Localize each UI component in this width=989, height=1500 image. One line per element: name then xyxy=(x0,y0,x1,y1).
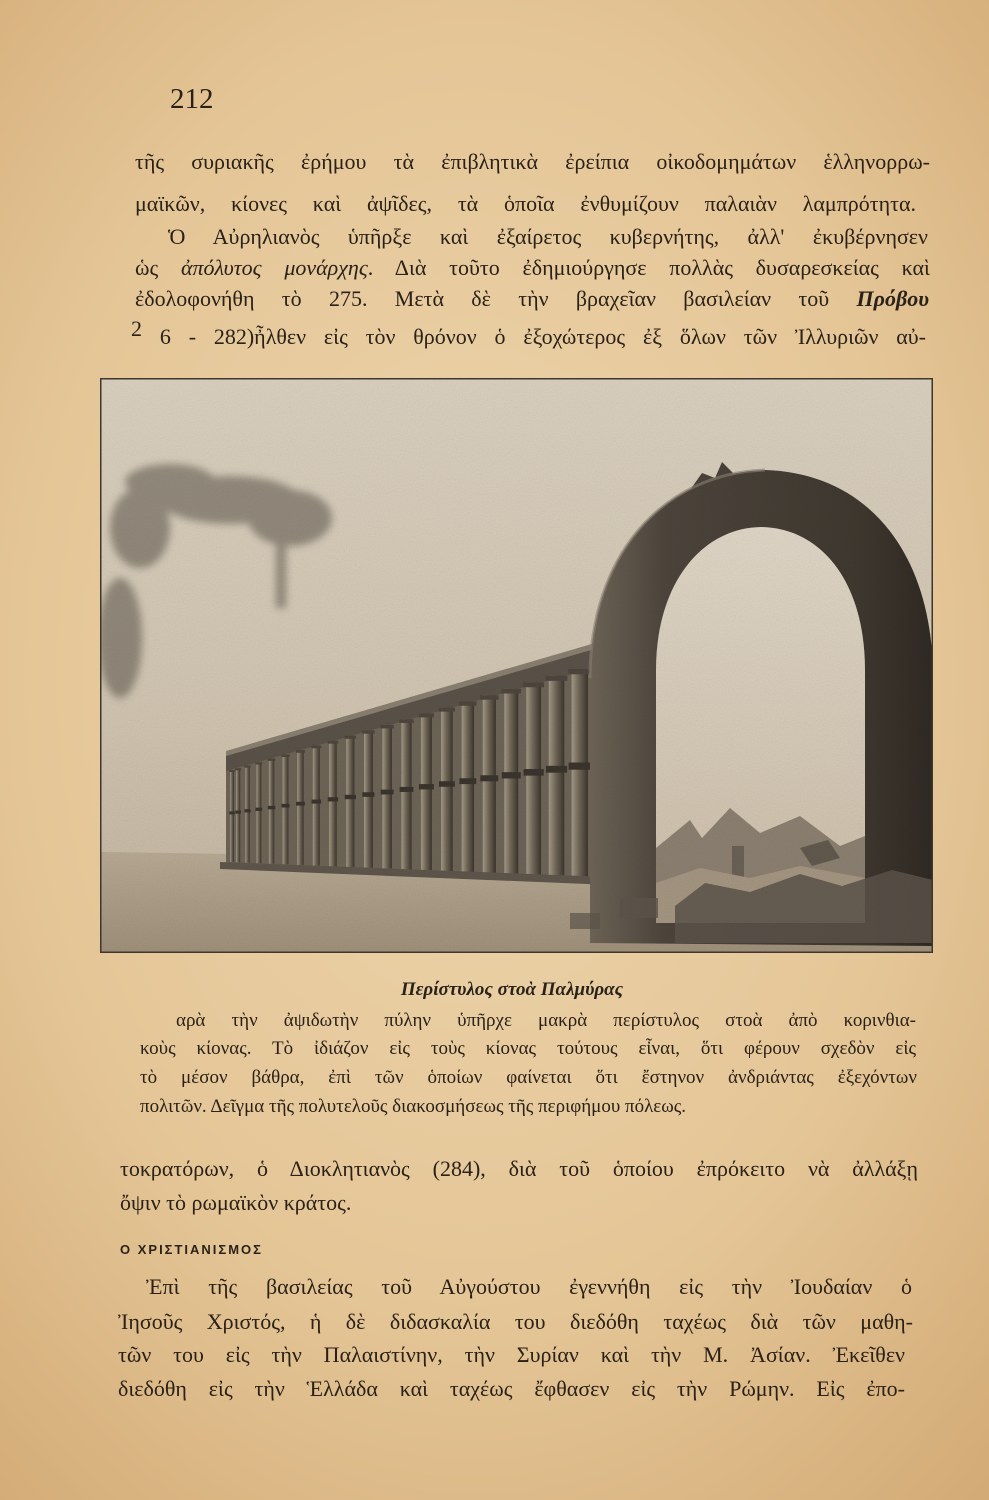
caption-line: αρὰ τὴν ἀψιδωτὴν πύλην ὑπῆρχε μακρὰ περίστυλος στοὰ ἀπὸ κορινθια- xyxy=(176,1010,916,1031)
text-line xyxy=(135,286,929,312)
text-segment: . Διὰ τοῦτο ἐδημιούργησε πολλὰς δυσαρεσκείας καὶ xyxy=(367,255,930,280)
text-line: διεδόθη εἰς τὴν Ἑλλάδα καὶ ταχέως ἔφθασεν εἰς τὴν Ρώμην. Εἰς ἐπο- xyxy=(118,1376,905,1401)
text-line: μαϊκῶν, κίονες καὶ ἀψῖδες, τὰ ὁποῖα ἐνθυμίζουν παλαιὰν λαμπρότητα. xyxy=(135,191,916,216)
raised-digit: 2 xyxy=(131,316,142,341)
section-heading: Ο ΧΡΙΣΤΙΑΝΙΣΜΟΣ xyxy=(120,1242,263,1257)
text-line: τοκρατόρων, ὁ Διοκλητιανὸς (284), διὰ τοῦ ὁποίου ἐπρόκειτο νὰ ἀλλάξῃ xyxy=(120,1156,918,1181)
caption-line: πολιτῶν. Δεῖγμα τῆς πολυτελοῦς διακοσμήσεως τῆς περιφήμου πόλεως. xyxy=(140,1096,687,1117)
film-grain xyxy=(100,378,933,953)
bold-italic-name: Πρόβου xyxy=(856,286,929,311)
text-line-indented: Ἐπὶ τῆς βασιλείας τοῦ Αὐγούστου ἐγεννήθη εἰς τὴν Ἰουδαίαν ὁ xyxy=(146,1274,912,1299)
text-line: τῆς συριακῆς ἐρήμου τὰ ἐπιβλητικὰ ἐρείπια οἰκοδομημάτων ἑλληνορρω- xyxy=(135,149,930,174)
caption-line: τὸ μέσον βάθρα, ἐπὶ τῶν ὁποίων φαίνεται ὅτι ἔστηνον ἀνδριάντας ἐξεχόντων xyxy=(140,1067,917,1088)
text-line xyxy=(131,316,926,350)
text-line xyxy=(135,255,930,281)
text-line-indented: Ὁ Αὐρηλιανὸς ὑπῆρξε καὶ ἐξαίρετος κυβερνήτης, ἀλλ' ἐκυβέρνησεν xyxy=(168,224,928,249)
text-segment: ὡς xyxy=(135,255,181,280)
page-number: 212 xyxy=(170,83,214,115)
figure-title: Περίστυλος στοὰ Παλμύρας xyxy=(400,979,624,1000)
photograph xyxy=(100,378,933,953)
text-segment: ἐδολοφονήθη τὸ 275. Μετὰ δὲ τὴν βραχεῖαν βασιλείαν τοῦ xyxy=(135,286,857,311)
text-line: τῶν του εἰς τὴν Παλαιστίνην, τὴν Συρίαν καὶ τὴν Μ. Ἀσίαν. Ἐκεῖθεν xyxy=(118,1342,905,1367)
text-line: ὄψιν τὸ ρωμαϊκὸν κράτος. xyxy=(120,1190,352,1215)
italic-emphasis: ἀπόλυτος μονάρχης xyxy=(180,255,368,280)
text-line: Ἰησοῦς Χριστός, ἡ δὲ διδασκαλία του διεδόθη ταχέως διὰ τῶν μαθη- xyxy=(118,1309,913,1334)
caption-line: κοὺς κίονας. Τὸ ἰδιάζον εἰς τοὺς κίονας τούτους εἶναι, ὅτι φέρουν σχεδὸν εἰς xyxy=(140,1038,916,1059)
text-segment: 6 - 282)ἦλθεν εἰς τὸν θρόνον ὁ ἐξοχώτερος ἐξ ὅλων τῶν Ἰλλυριῶν αὐ- xyxy=(142,324,926,349)
